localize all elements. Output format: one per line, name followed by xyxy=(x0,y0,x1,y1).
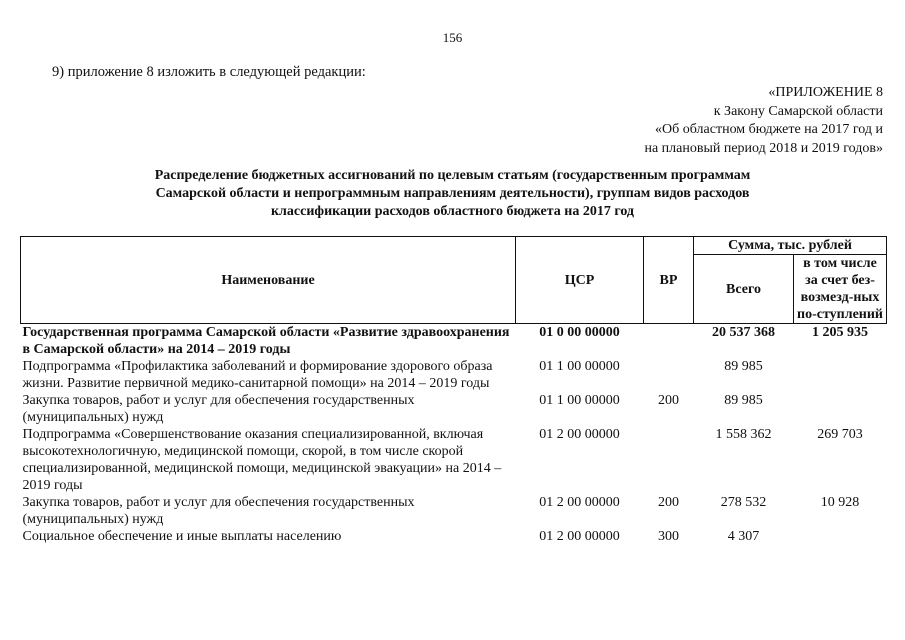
cell-free xyxy=(794,358,887,392)
header-csr: ЦСР xyxy=(516,237,644,324)
cell-name: Подпрограмма «Совершенствование оказания специализированной, включая высокотехнологичную, медицинской помощи, скорой, в том числе скорой специализированной, медицинской помощи, медицинской эвакуации» на 2014 – 2019 годы xyxy=(22,427,502,493)
cell-total: 89 985 xyxy=(724,359,763,374)
cell-csr: 01 1 00 00000 xyxy=(539,393,620,408)
header-name: Наименование xyxy=(21,237,516,324)
cell-free xyxy=(794,528,887,545)
cell-csr: 01 1 00 00000 xyxy=(539,359,620,374)
cell-total: 1 558 362 xyxy=(715,427,772,442)
cell-vr: 200 xyxy=(658,393,679,408)
table-row xyxy=(21,358,887,392)
cell-name: Подпрограмма «Профилактика заболеваний и формирование здорового образа жизни. Развитие первичной медико-санитарной помощи» на 2014 – 2019 годы xyxy=(22,359,493,391)
cell-csr: 01 2 00 00000 xyxy=(539,427,620,442)
table-row xyxy=(21,528,887,545)
title-line-1: Распределение бюджетных ассигнований по целевым статьям (государственным программам xyxy=(154,168,751,183)
table-row xyxy=(21,426,887,494)
cell-name: Государственная программа Самарской области «Развитие здравоохранения в Самарской области» на 2014 – 2019 годы xyxy=(22,325,510,357)
cell-total: 89 985 xyxy=(724,393,763,408)
cell-total: 4 307 xyxy=(727,529,760,544)
table-header xyxy=(21,237,887,324)
cell-csr: 01 2 00 00000 xyxy=(539,529,620,544)
cell-name: Закупка товаров, работ и услуг для обеспечения государственных (муниципальных) нужд xyxy=(22,393,415,425)
cell-vr: 200 xyxy=(658,495,679,510)
page-number: 156 xyxy=(442,30,463,45)
cell-csr: 01 0 00 00000 xyxy=(539,325,620,340)
cell-total: 20 537 368 xyxy=(712,325,775,340)
cell-csr: 01 2 00 00000 xyxy=(539,495,620,510)
header-total: Всего xyxy=(694,255,794,324)
cell-vr: 300 xyxy=(658,529,679,544)
budget-table xyxy=(20,236,887,545)
document-title xyxy=(100,167,805,221)
cell-vr xyxy=(644,426,694,494)
table-row xyxy=(21,324,887,359)
appendix-header xyxy=(644,84,883,158)
appendix-line-2: к Закону Самарской области xyxy=(713,103,883,119)
table-body xyxy=(21,324,887,546)
header-sum: Сумма, тыс. рублей xyxy=(694,237,887,255)
appendix-line-1: «ПРИЛОЖЕНИЕ 8 xyxy=(768,85,883,100)
cell-vr xyxy=(644,358,694,392)
cell-name: Закупка товаров, работ и услуг для обеспечения государственных (муниципальных) нужд xyxy=(22,495,415,527)
appendix-line-4: на плановый период 2018 и 2019 годов» xyxy=(644,140,883,156)
table-row xyxy=(21,494,887,528)
cell-free: 269 703 xyxy=(817,427,863,442)
appendix-line-3: «Об областном бюджете на 2017 год и xyxy=(655,122,883,137)
table-row xyxy=(21,392,887,426)
title-line-2: Самарской области и непрограммным направлениям деятельности), группам видов расходов xyxy=(155,186,750,201)
header-free: в том числе за счет без-возмезд-ных по-ступлений xyxy=(794,255,887,324)
cell-total: 278 532 xyxy=(720,495,767,510)
cell-vr xyxy=(644,324,694,359)
cell-free: 10 928 xyxy=(820,495,860,510)
header-vr: ВР xyxy=(644,237,694,324)
cell-free: 1 205 935 xyxy=(812,325,868,340)
cell-free xyxy=(794,392,887,426)
intro-text: 9) приложение 8 изложить в следующей редакции: xyxy=(52,64,366,80)
title-line-3: классификации расходов областного бюджета на 2017 год xyxy=(270,204,635,219)
cell-name: Социальное обеспечение и иные выплаты населению xyxy=(22,529,342,544)
